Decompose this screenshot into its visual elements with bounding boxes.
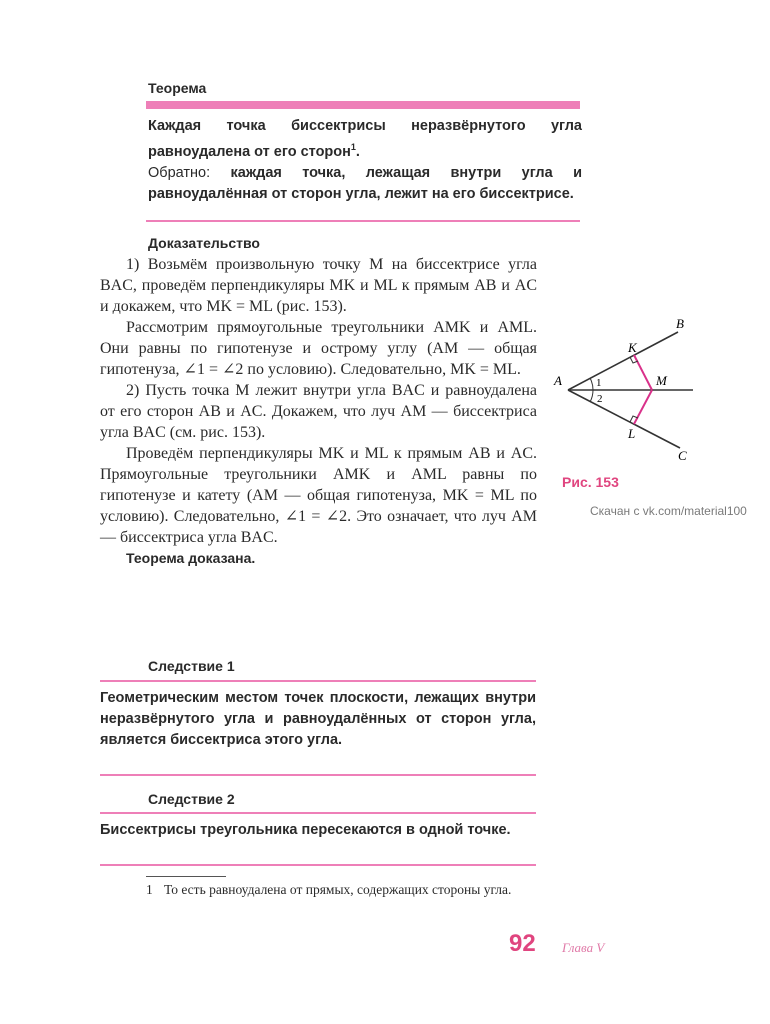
perpendicular-mk xyxy=(634,355,652,390)
proof-paragraph-1: 1) Возьмём произвольную точку M на биссектрисе угла BAC, проведём перпендикуляры MK и ML к прямым AB и AC и докажем, что MK = ML (рис. 153). xyxy=(100,256,537,315)
angle-arc-2 xyxy=(590,390,593,402)
corollary2-heading: Следствие 2 xyxy=(148,791,235,807)
proof-conclusion: Теорема доказана. xyxy=(126,550,256,566)
footnote-separator xyxy=(146,876,226,877)
ray-ac xyxy=(568,390,680,448)
label-k: K xyxy=(628,340,637,355)
label-m: M xyxy=(656,373,667,388)
theorem-body xyxy=(148,116,582,205)
corollary2-bottom-rule xyxy=(100,864,536,866)
label-angle-1: 1 xyxy=(596,377,602,389)
corollary1-text: Геометрическим местом точек плоскости, лежащих внутри неразвёрнутого угла и равноудалённых от сторон угла, является биссектриса этого угла. xyxy=(100,690,536,748)
proof-body xyxy=(100,254,537,569)
theorem-bottom-rule xyxy=(146,220,580,222)
theorem-top-bar xyxy=(146,101,580,109)
angle-arc-1 xyxy=(590,378,593,390)
watermark-text: Скачан с vk.com/material100 xyxy=(590,504,747,518)
perpendicular-ml xyxy=(634,390,652,424)
corollary1-bottom-rule xyxy=(100,774,536,776)
label-l: L xyxy=(628,426,636,441)
theorem-converse: Обратно: каждая точка, лежащая внутри угла и равноудалённая от сторон угла, лежит на его биссектрисе. xyxy=(148,164,582,202)
label-b: B xyxy=(676,316,684,331)
proof-paragraph-3: 2) Пусть точка M лежит внутри угла BAC и равноудалена от его сторон AB и AC. Докажем, что луч AM — биссектриса угла BAC (см. рис. 153). xyxy=(100,382,537,441)
corollary2-top-rule xyxy=(100,812,536,814)
corollary1-top-rule xyxy=(100,680,536,682)
proof-paragraph-4: Проведём перпендикуляры MK и ML к прямым AB и AC. Прямоугольные треугольники AMK и AML равны по гипотенузе и катету (AM — общая гипотенуза, MK = ML по условию). Следовательно, ∠1 = ∠2. Это означает, что луч AM — биссектриса угла BAC. xyxy=(100,445,537,546)
footnote-text: То есть равноудалена от прямых, содержащих стороны угла. xyxy=(164,882,512,897)
label-angle-2: 2 xyxy=(597,393,603,405)
corollary1-heading: Следствие 1 xyxy=(148,658,235,674)
figure-caption: Рис. 153 xyxy=(562,474,619,490)
chapter-label: Глава V xyxy=(562,940,605,955)
proof-heading: Доказательство xyxy=(148,235,260,251)
footnote-ref: 1 xyxy=(350,142,356,152)
theorem-heading: Теорема xyxy=(148,80,207,96)
footnote-mark: 1 xyxy=(146,882,153,897)
proof-paragraph-2: Рассмотрим прямоугольные треугольники AMK и AML. Они равны по гипотенузе и острому углу (AM — общая гипотенуза, ∠1 = ∠2 по условию). Следовательно, MK = ML. xyxy=(100,319,537,378)
label-c: C xyxy=(678,448,687,463)
corollary2-text: Биссектрисы треугольника пересекаются в одной точке. xyxy=(100,822,511,838)
theorem-statement: Каждая точка биссектрисы неразвёрнутого угла равноудалена от его сторон$^1$. xyxy=(148,118,582,160)
page-number: 92 xyxy=(509,930,536,957)
figure-153-diagram xyxy=(548,310,708,470)
label-a: A xyxy=(554,373,562,388)
